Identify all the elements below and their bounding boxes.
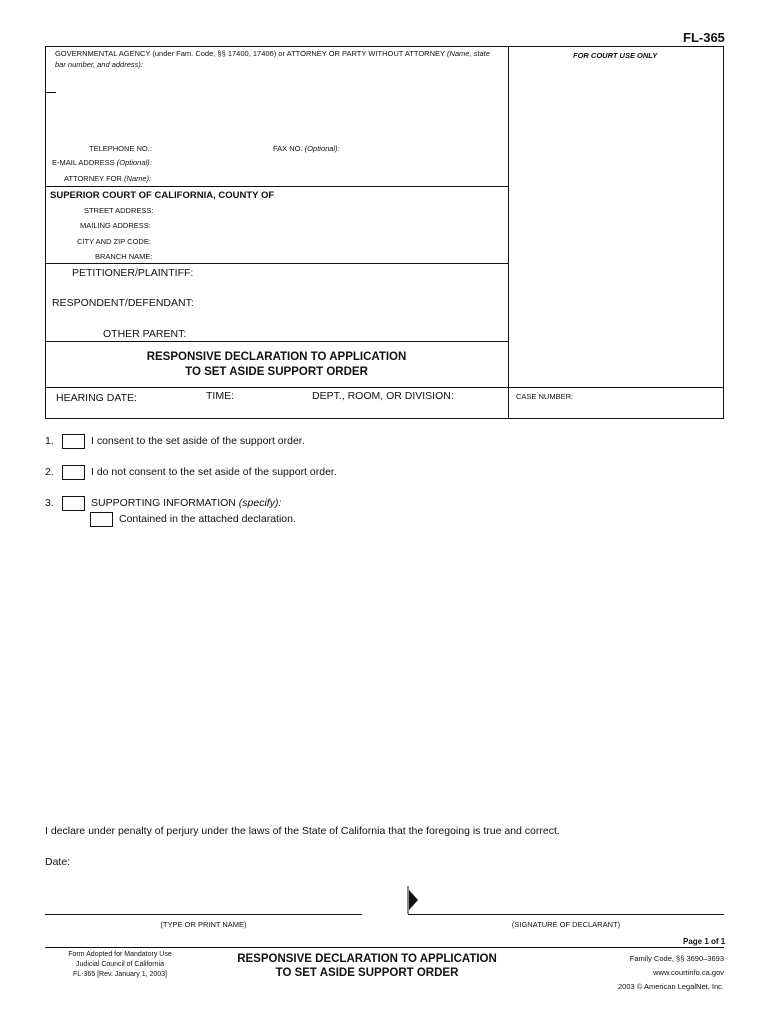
hearing-date-label: HEARING DATE: [56,392,137,404]
city-zip-label: CITY AND ZIP CODE: [77,237,151,246]
fax-label: FAX NO. (Optional): [273,144,340,153]
hearing-time-label: TIME: [206,390,234,402]
agency-label: GOVERNMENTAL AGENCY (under Fam. Code, §§ 17400, 17406) or ATTORNEY OR PARTY WITHOUT ATTORNEY (Name, state bar number, and address): [55,49,490,69]
attached-declaration-checkbox[interactable] [90,512,113,527]
email-label: E-MAIL ADDRESS (Optional): [52,158,152,167]
case-number-label: CASE NUMBER: [516,392,574,401]
date-label: Date: [45,856,71,868]
item-3-text: SUPPORTING INFORMATION (specify): [91,497,282,509]
title-section-divider [45,341,508,342]
branch-name-label: BRANCH NAME: [95,252,153,261]
item-1-checkbox[interactable] [62,434,85,449]
form-title: RESPONSIVE DECLARATION TO APPLICATION TO SET ASIDE SUPPORT ORDER [146,351,407,378]
header-right-border [723,46,724,419]
attached-declaration-text: Contained in the attached declaration. [119,513,296,525]
footer-title: RESPONSIVE DECLARATION TO APPLICATION TO SET ASIDE SUPPORT ORDER [237,953,497,979]
header-top-border [45,46,724,47]
other-parent-label: OTHER PARENT: [103,328,187,340]
declaration-text: I declare under penalty of perjury under the laws of the State of California that the foregoing is true and correct. [45,825,560,837]
court-title: SUPERIOR COURT OF CALIFORNIA, COUNTY OF [50,190,275,201]
attorney-for-label: ATTORNEY FOR (Name): [64,174,152,183]
item-3-checkbox[interactable] [62,496,85,511]
print-name-line[interactable] [45,914,362,915]
family-code-ref: Family Code, §§ 3690–3693 [629,954,724,963]
hearing-dept-label: DEPT., ROOM, OR DIVISION: [312,390,454,402]
footer-divider [45,947,724,948]
copyright: 2003 © American LegalNet, Inc. [617,982,724,991]
item-2-checkbox[interactable] [62,465,85,480]
print-name-caption: (TYPE OR PRINT NAME) [160,920,247,929]
item-2-text: I do not consent to the set aside of the support order. [91,466,337,478]
address-bracket-mark [45,92,56,93]
court-use-label: FOR COURT USE ONLY [573,51,658,60]
respondent-label: RESPONDENT/DEFENDANT: [52,297,194,309]
item-1-number: 1. [45,435,54,447]
footer-references [618,952,724,994]
mailing-address-label: MAILING ADDRESS: [80,221,151,230]
court-section-divider [45,186,508,187]
petitioner-label: PETITIONER/PLAINTIFF: [72,267,194,279]
signature-caption: (SIGNATURE OF DECLARANT) [511,920,621,929]
item-3-number: 3. [45,497,54,509]
telephone-label: TELEPHONE NO.: [89,144,152,153]
form-number: FL-365 [683,30,725,45]
street-address-label: STREET ADDRESS: [84,206,154,215]
header-bottom-border [45,418,724,419]
hearing-row-divider [45,387,724,388]
item-1-text: I consent to the set aside of the support order. [91,435,305,447]
parties-section-divider [45,263,508,264]
item-2-number: 2. [45,466,54,478]
footer-adopted: Form Adopted for Mandatory Use Judicial Council of California FL-365 [Rev. January 1, 2003] [68,951,172,978]
court-use-divider [508,46,509,419]
signature-arrow-icon [406,886,420,914]
court-website: www.courtinfo.ca.gov [653,968,724,977]
signature-line[interactable] [408,914,724,915]
page-number: Page 1 of 1 [683,937,726,946]
